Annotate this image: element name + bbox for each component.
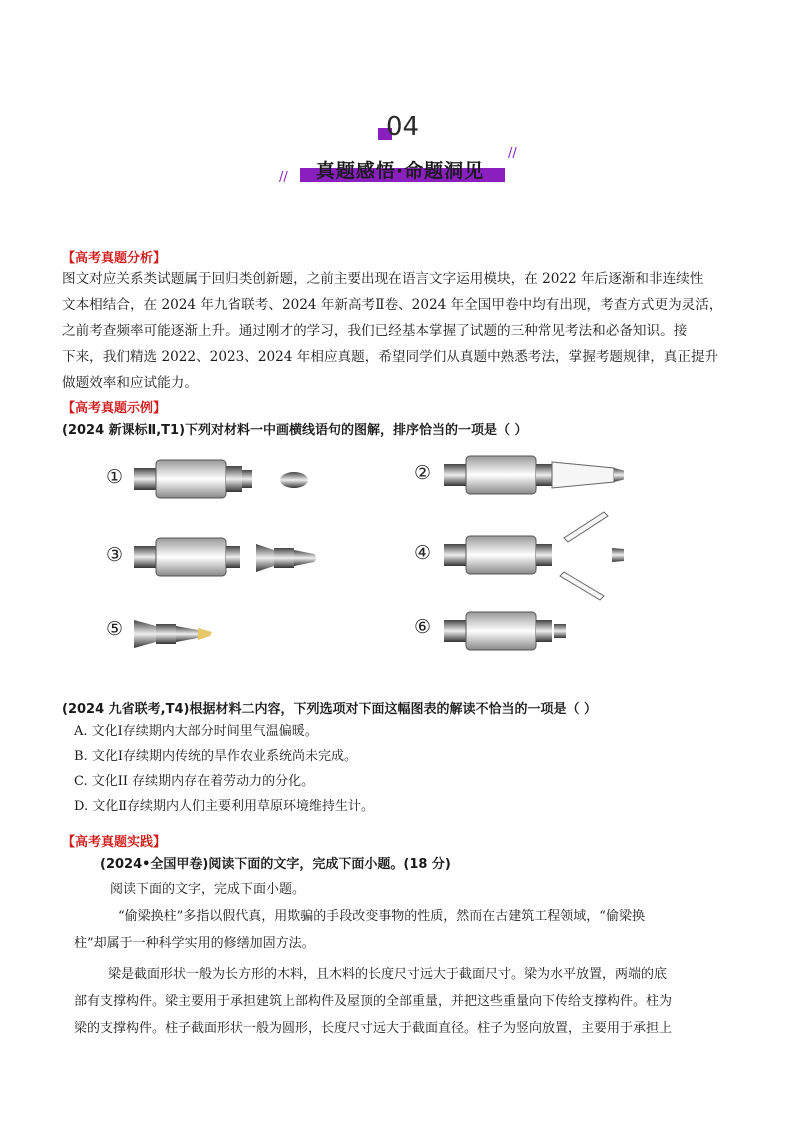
passage-line: 部有支撑构件。梁主要用于承担建筑上部构件及屋顶的全部重量，并把这些重量向下传给支撑构件。柱为 bbox=[74, 994, 673, 1009]
passage bbox=[74, 903, 724, 1042]
chapter-number: 04 bbox=[386, 112, 420, 142]
practice-instruction: 阅读下面的文字，完成下面小题。(18 分) bbox=[208, 857, 451, 872]
slash-decor-left: // bbox=[279, 170, 288, 185]
rocket-6 bbox=[444, 612, 566, 650]
option-c: C. 文化II 存续期内存在着劳动力的分化。 bbox=[74, 774, 315, 789]
figure-label-6: ⑥ bbox=[414, 616, 432, 638]
examples-heading: 【高考真题示例】 bbox=[62, 401, 167, 416]
rocket-figure bbox=[104, 454, 624, 674]
practice-title bbox=[100, 852, 740, 878]
rocket-5 bbox=[134, 620, 212, 648]
slash-decor-right: // bbox=[508, 146, 517, 161]
question-2: (2024 九省联考,T4)根据材料二内容，下列选项对下面这幅图表的解读不恰当的一项是（ ） bbox=[62, 702, 597, 717]
practice-source: (2024•全国甲卷) bbox=[100, 857, 209, 872]
figure-label-3: ③ bbox=[106, 544, 124, 566]
practice-lead: 阅读下面的文字，完成下面小题。 bbox=[110, 882, 306, 897]
analysis-line: 图文对应关系类试题属于回归类创新题，之前主要出现在语言文字运用模块，在 2022 年后逐渐和非连续性 bbox=[62, 271, 704, 287]
rocket-2 bbox=[444, 456, 624, 494]
analysis-heading: 【高考真题分析】 bbox=[62, 251, 167, 266]
question-1: (2024 新课标Ⅱ,T1)下列对材料一中画横线语句的图解，排序恰当的一项是（ ） bbox=[62, 423, 528, 438]
passage-line: “偷梁换柱”多指以假代真，用欺骗的手段改变事物的性质，然而在古建筑工程领域，“偷梁换 bbox=[118, 909, 645, 924]
passage-line: 梁是截面形状一般为长方形的木料，且木料的长度尺寸远大于截面尺寸。梁为水平放置，两端的底 bbox=[108, 967, 668, 982]
figure-label-4: ④ bbox=[414, 542, 432, 564]
passage-line: 柱”却属于一种科学实用的修缮加固方法。 bbox=[74, 936, 315, 951]
section-banner: 真题感悟·命题洞见 bbox=[315, 160, 485, 182]
option-b: B. 文化Ⅰ存续期内传统的旱作农业系统尚未完成。 bbox=[74, 749, 357, 764]
figure-label-1: ① bbox=[106, 466, 124, 488]
figure-label-2: ② bbox=[414, 462, 432, 484]
figure-label-5: ⑤ bbox=[106, 618, 124, 640]
analysis-body bbox=[62, 266, 742, 396]
rocket-1 bbox=[134, 460, 308, 498]
option-a: A. 文化Ⅰ存续期内大部分时间里气温偏暖。 bbox=[74, 724, 318, 739]
rocket-4 bbox=[444, 512, 624, 600]
analysis-line: 做题效率和应试能力。 bbox=[62, 375, 198, 391]
analysis-line: 之前考查频率可能逐渐上升。通过刚才的学习，我们已经基本掌握了试题的三种常见考法和必备知识。接 bbox=[62, 323, 688, 339]
passage-line: 梁的支撑构件。柱子截面形状一般为圆形，长度尺寸远大于截面直径。柱子为竖向放置，主要用于承担上 bbox=[74, 1021, 673, 1036]
practice-heading: 【高考真题实践】 bbox=[62, 835, 167, 850]
option-d: D. 文化Ⅱ存续期内人们主要利用草原环境维持生计。 bbox=[74, 799, 375, 814]
analysis-line: 下来，我们精选 2022、2023、2024 年相应真题，希望同学们从真题中熟悉考法，掌握考题规律，真正提升 bbox=[62, 349, 719, 365]
rocket-3 bbox=[134, 538, 316, 576]
analysis-line: 文本相结合，在 2024 年九省联考、2024 年新高考Ⅱ卷、2024 年全国甲卷中均有出现，考查方式更为灵活， bbox=[62, 297, 723, 313]
